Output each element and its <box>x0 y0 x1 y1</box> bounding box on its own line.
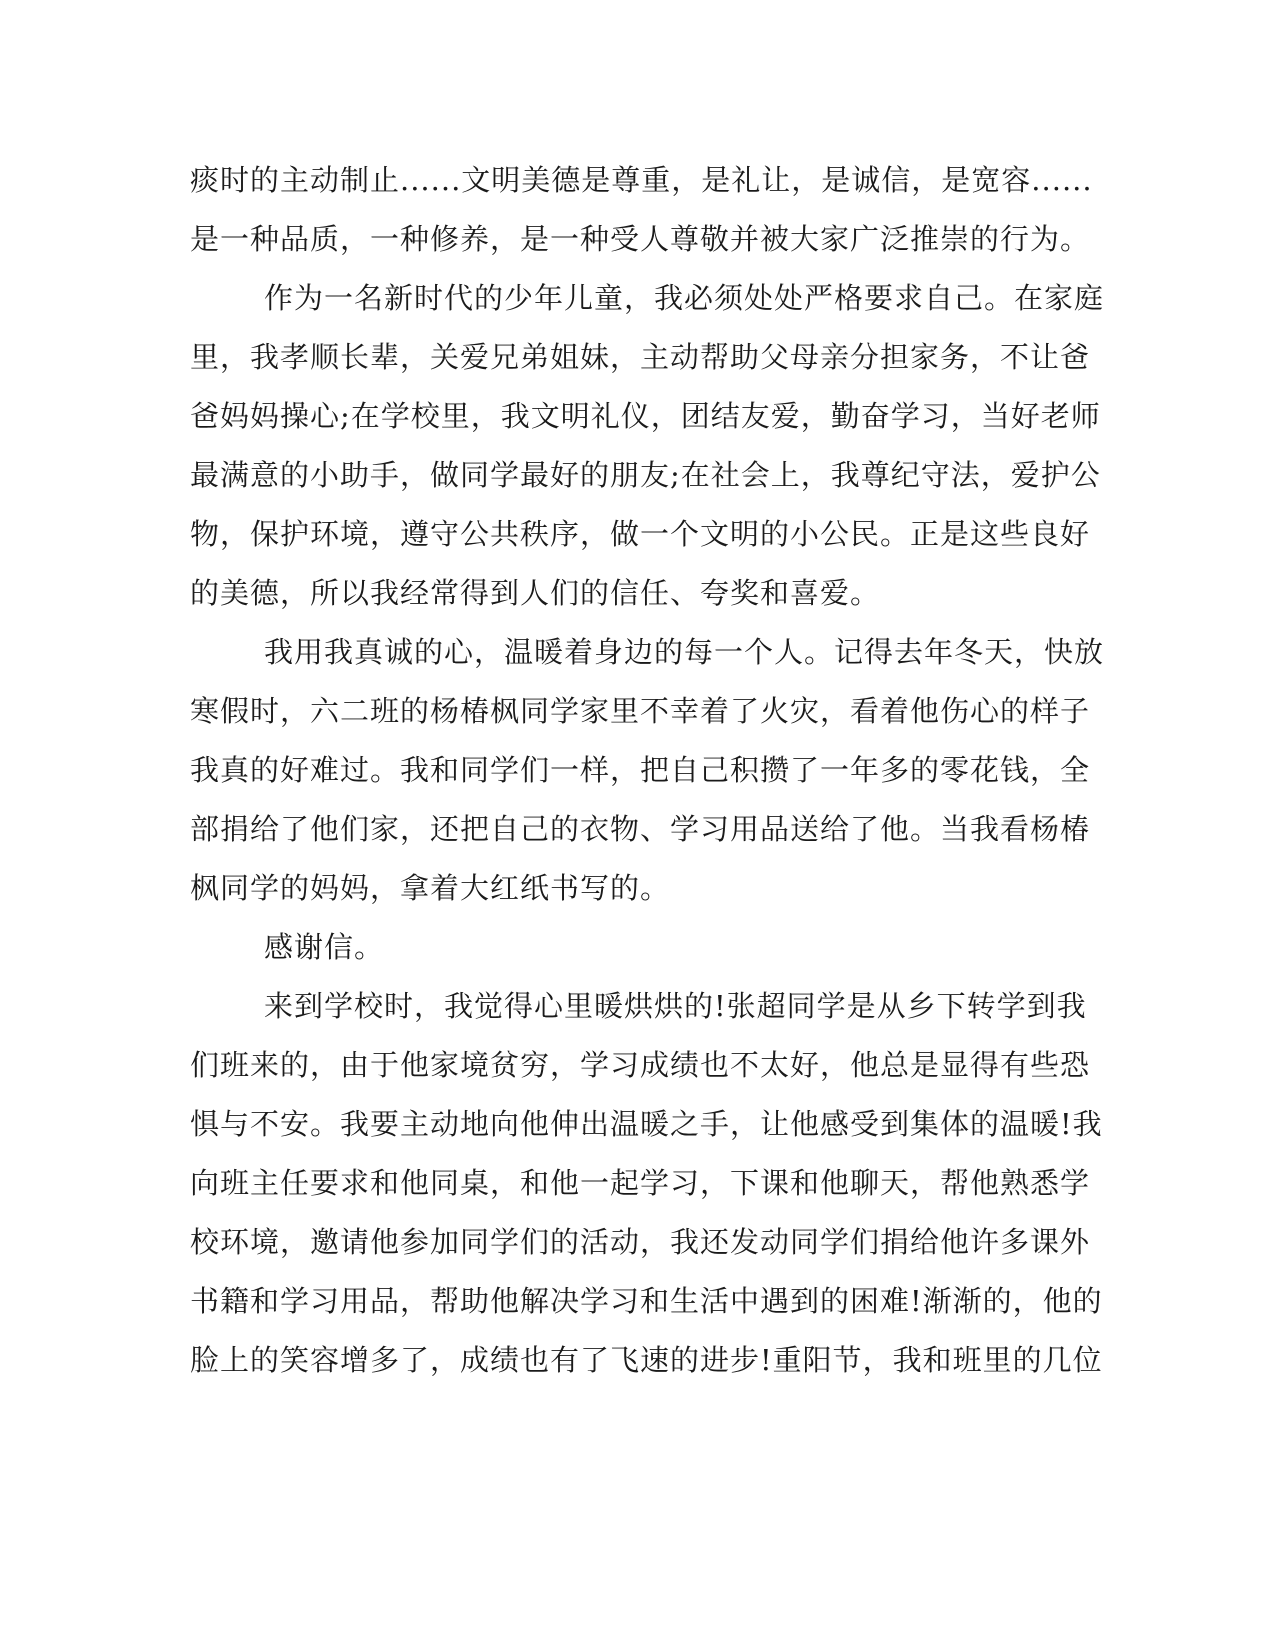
text-line: 物，保护环境，遵守公共秩序，做一个文明的小公民。正是这些良好 <box>190 517 1091 551</box>
text-line: 枫同学的妈妈，拿着大红纸书写的。 <box>190 871 671 905</box>
text-line: 部捐给了他们家，还把自己的衣物、学习用品送给了他。当我看杨椿 <box>190 812 1091 846</box>
text-line: 里，我孝顺长辈，关爱兄弟姐妹，主动帮助父母亲分担家务，不让爸 <box>190 340 1091 374</box>
paragraph-start-line: 作为一名新时代的少年儿童，我必须处处严格要求自己。在家庭 <box>264 281 1105 315</box>
text-line: 脸上的笑容增多了，成绩也有了飞速的进步!重阳节，我和班里的几位 <box>190 1343 1103 1377</box>
text-line: 爸妈妈操心;在学校里，我文明礼仪，团结友爱，勤奋学习，当好老师 <box>190 399 1101 433</box>
text-line: 的美德，所以我经常得到人们的信任、夸奖和喜爱。 <box>190 576 881 610</box>
text-line: 书籍和学习用品，帮助他解决学习和生活中遇到的困难!渐渐的，他的 <box>190 1284 1103 1318</box>
text-line: 向班主任要求和他同桌，和他一起学习，下课和他聊天，帮他熟悉学 <box>190 1166 1091 1200</box>
paragraph-start-line: 我用我真诚的心，温暖着身边的每一个人。记得去年冬天，快放 <box>264 635 1105 669</box>
text-line: 惧与不安。我要主动地向他伸出温暖之手，让他感受到集体的温暖!我 <box>190 1107 1103 1141</box>
paragraph-start-line: 来到学校时，我觉得心里暖烘烘的!张超同学是从乡下转学到我 <box>264 989 1087 1023</box>
text-line: 寒假时，六二班的杨椿枫同学家里不幸着了火灾，看着他伤心的样子 <box>190 694 1091 728</box>
paragraph-start-line: 感谢信。 <box>264 930 385 964</box>
text-line: 是一种品质，一种修养，是一种受人尊敬并被大家广泛推崇的行为。 <box>190 222 1091 256</box>
text-line: 最满意的小助手，做同学最好的朋友;在社会上，我尊纪守法，爱护公 <box>190 458 1101 492</box>
text-line: 痰时的主动制止......文明美德是尊重，是礼让，是诚信，是宽容...... <box>190 163 1093 197</box>
text-line: 我真的好难过。我和同学们一样，把自己积攒了一年多的零花钱，全 <box>190 753 1091 787</box>
text-line: 们班来的，由于他家境贫穷，学习成绩也不太好，他总是显得有些恐 <box>190 1048 1091 1082</box>
text-line: 校环境，邀请他参加同学们的活动，我还发动同学们捐给他许多课外 <box>190 1225 1091 1259</box>
